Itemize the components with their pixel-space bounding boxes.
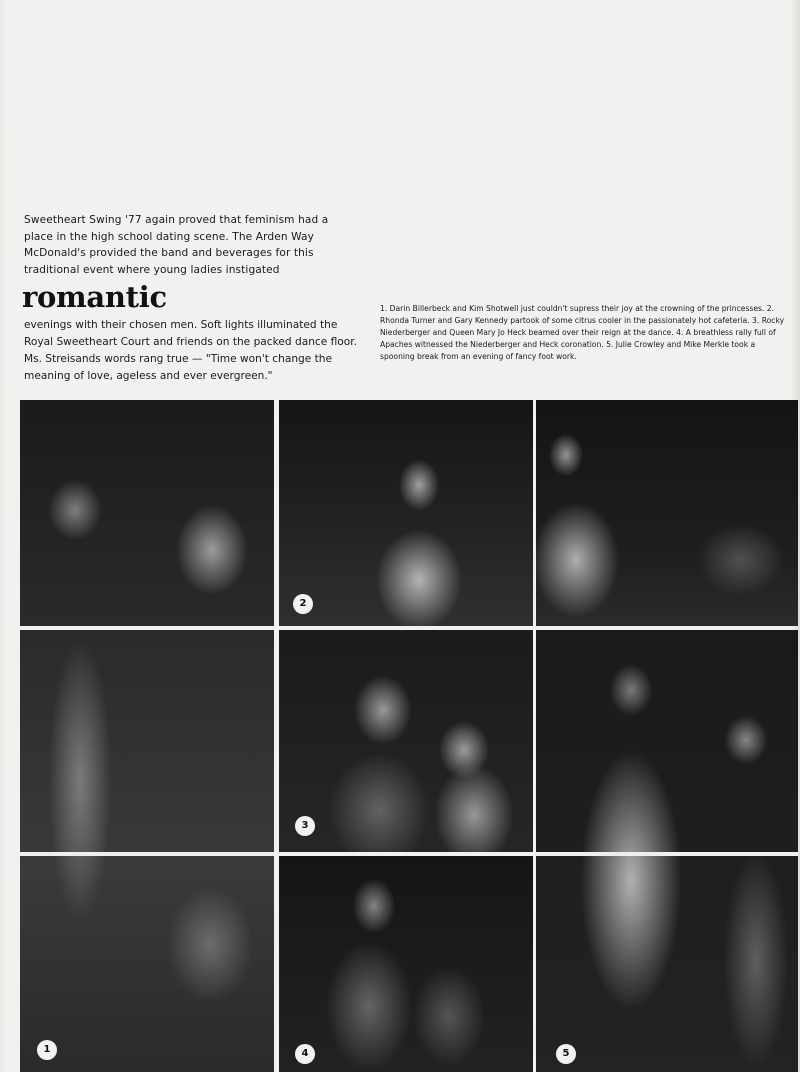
photo-number-1: 1 xyxy=(37,1040,57,1060)
photo-number-4: 4 xyxy=(295,1044,315,1064)
photo-divider xyxy=(536,852,798,856)
photo-divider xyxy=(20,626,274,630)
photo-2-couple-left xyxy=(279,400,533,626)
photo-number-2: 2 xyxy=(293,594,313,614)
photo-4-crowd xyxy=(279,856,533,1072)
body-paragraph: evenings with their chosen men. Soft lights illuminated the Royal Sweetheart Court and friends on the packed dance floor. Ms. Streisands words rang true — "Time won't change the meaning of love, ageless and ever evergreen." xyxy=(24,319,358,382)
photo-number-3: 3 xyxy=(295,816,315,836)
photo-1-princess-crowning xyxy=(20,400,274,1072)
photo-captions: 1. Darin Billerbeck and Kim Shotwell just couldn't supress their joy at the crowning of the princesses. 2. Rhonda Turner and Gary Kennedy partook of some citrus cooler in the passionately hot cafeteria. 3. Rocky Niederberger and Queen Mary Jo Heck beamed over their reign at the dance. 4. A breathless rally full of Apaches witnessed the Niederberger and Heck coronation. 5. Julie Crowley and Mike Merkle took a spooning break from an evening of fancy foot work. xyxy=(380,304,785,361)
photo-3-king-and-queen xyxy=(279,630,533,852)
intro-paragraph: Sweetheart Swing '77 again proved that feminism had a place in the high school dating scene. The Arden Way McDonald's provided the band and beverages for this traditional event where young ladies instigated xyxy=(24,214,329,276)
photo-2-couple-right xyxy=(536,400,798,626)
photo-divider xyxy=(20,852,274,856)
photo-number-5: 5 xyxy=(556,1044,576,1064)
page-heading: romantic xyxy=(22,280,167,314)
photo-5-dance-couple xyxy=(536,630,798,1072)
